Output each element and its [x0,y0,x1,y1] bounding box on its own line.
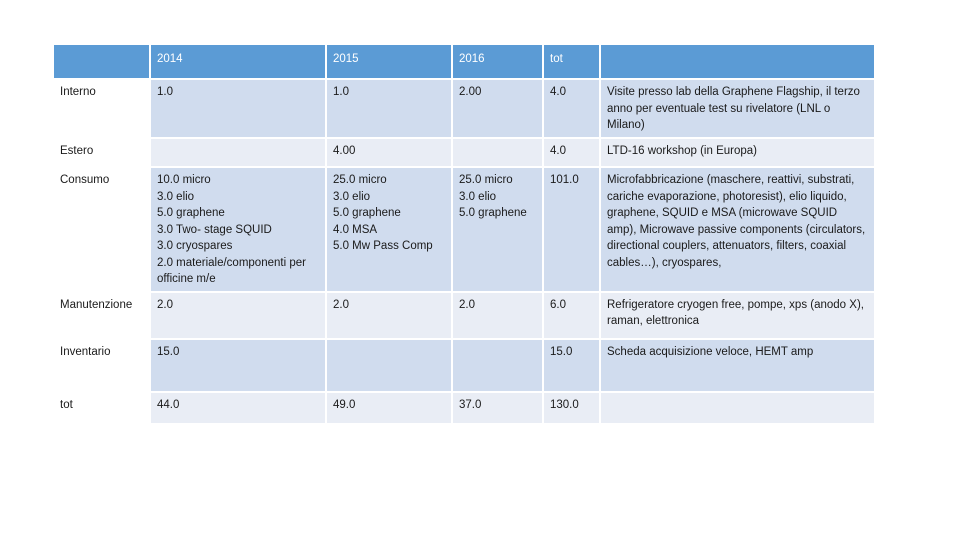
header-cell-notes [601,45,876,80]
cell-2016 [453,340,544,393]
cell-2015: 49.0 [327,393,453,425]
table-row-inventario [54,340,876,393]
header-row [54,45,876,80]
cell-2016 [453,139,544,168]
cell-2014 [151,139,327,168]
header-cell-2016: 2016 [453,45,544,80]
row-label: Inventario [54,340,151,393]
header-cell-2014: 2014 [151,45,327,80]
cell-2015: 25.0 micro 3.0 elio 5.0 graphene 4.0 MSA 5.0 Mw Pass Comp [327,168,453,293]
row-label: Estero [54,139,151,168]
cell-note: Scheda acquisizione veloce, HEMT amp [601,340,876,393]
cell-2014: 15.0 [151,340,327,393]
cell-note: LTD-16 workshop (in Europa) [601,139,876,168]
cell-2014: 44.0 [151,393,327,425]
cell-2014: 1.0 [151,80,327,139]
header-cell-tot: tot [544,45,601,80]
cell-tot: 130.0 [544,393,601,425]
row-label: tot [54,393,151,425]
table-row-tot [54,393,876,425]
cell-2015: 4.00 [327,139,453,168]
table-row-consumo [54,168,876,293]
cell-note: Microfabbricazione (maschere, reattivi, substrati, cariche evaporazione, photoresist), elio liquido, graphene, SQUID e MSA (microwave SQUID amp), Microwave passive components (circulators, directional couplers, attenuators, filters, coaxial cables…), cryospares, [601,168,876,293]
cell-2016: 37.0 [453,393,544,425]
cell-note [601,393,876,425]
header-cell-empty [54,45,151,80]
cell-2014: 2.0 [151,293,327,340]
cell-2015: 1.0 [327,80,453,139]
cell-note: Refrigeratore cryogen free, pompe, xps (anodo X), raman, elettronica [601,293,876,340]
row-label: Manutenzione [54,293,151,340]
cell-tot: 101.0 [544,168,601,293]
row-label: Consumo [54,168,151,293]
cell-tot: 4.0 [544,139,601,168]
table-row-manutenzione [54,293,876,340]
cell-2015: 2.0 [327,293,453,340]
row-label: Interno [54,80,151,139]
cell-2015 [327,340,453,393]
table-row-estero [54,139,876,168]
table-row-interno [54,80,876,139]
cell-2016: 2.0 [453,293,544,340]
cell-2014: 10.0 micro 3.0 elio 5.0 graphene 3.0 Two- stage SQUID 3.0 cryospares 2.0 materiale/componenti per officine m/e [151,168,327,293]
cell-tot: 15.0 [544,340,601,393]
budget-table [54,45,876,425]
cell-2016: 2.00 [453,80,544,139]
cell-note: Visite presso lab della Graphene Flagship, il terzo anno per eventuale test su rivelatore (LNL o Milano) [601,80,876,139]
cell-tot: 6.0 [544,293,601,340]
header-cell-2015: 2015 [327,45,453,80]
cell-2016: 25.0 micro 3.0 elio 5.0 graphene [453,168,544,293]
cell-tot: 4.0 [544,80,601,139]
